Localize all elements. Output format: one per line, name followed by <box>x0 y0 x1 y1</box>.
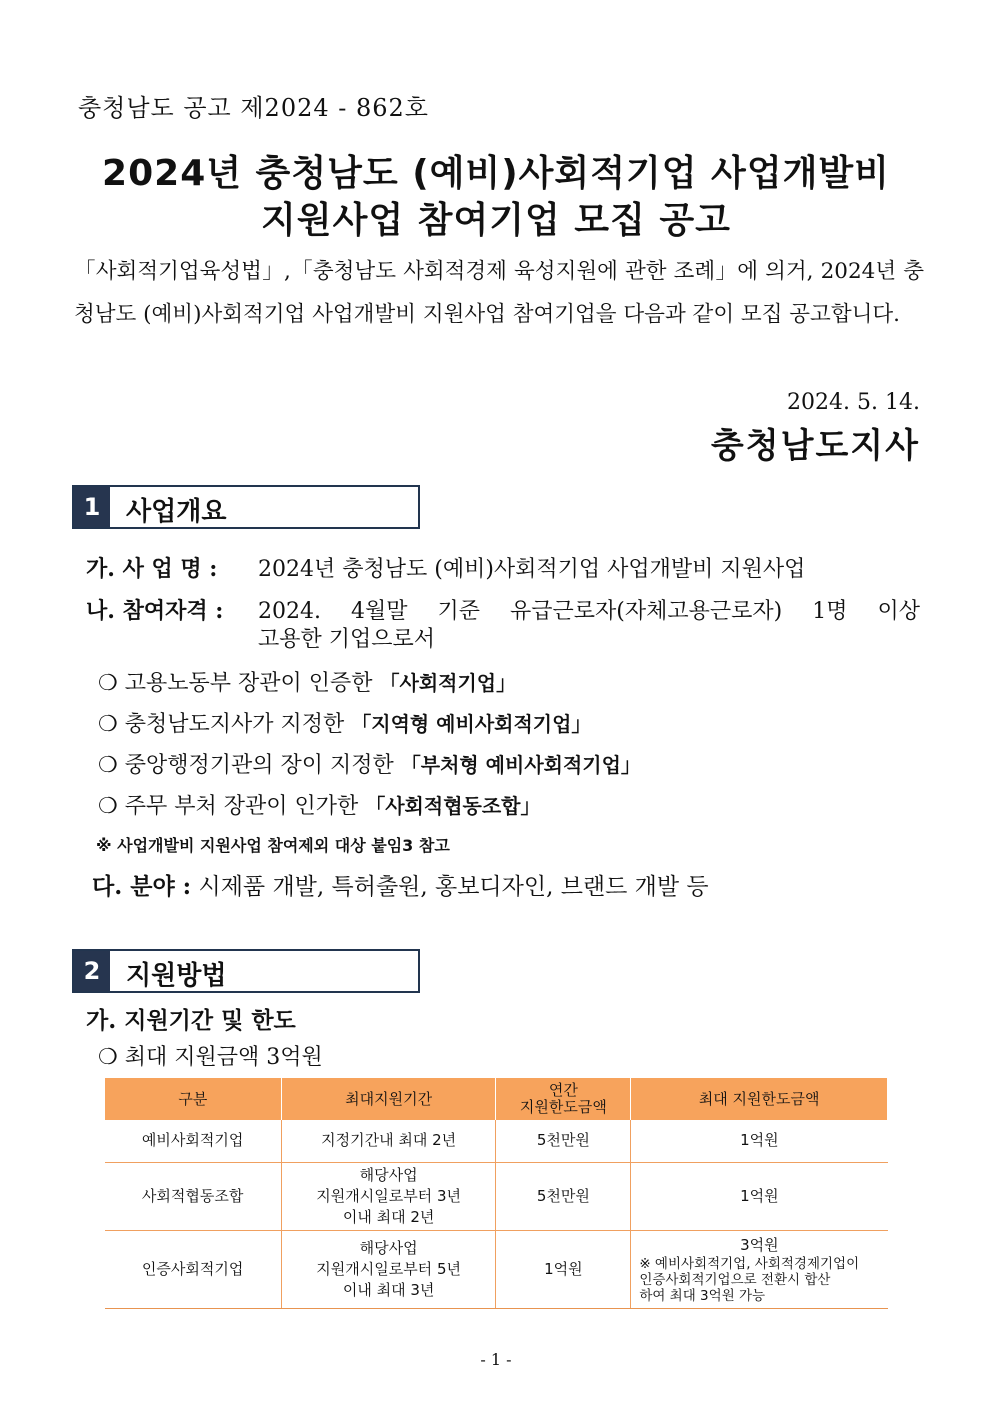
max-amount-value: 3억원 <box>740 1235 779 1254</box>
section2-header <box>72 949 420 993</box>
section2-title: 지원방법 <box>126 961 227 991</box>
table-header: 구분 <box>105 1078 282 1120</box>
support-period-heading: 가. 지원기간 및 한도 <box>86 1007 296 1034</box>
eligibility-item-emphasis: 「사회적기업」 <box>379 671 517 695</box>
bullet-circle-icon: ❍ <box>98 794 118 819</box>
max-amount-text: 최대 지원금액 3억원 <box>124 1045 323 1070</box>
page-number: - 1 - <box>480 1350 512 1369</box>
field-row <box>92 868 709 901</box>
table-cell <box>631 1230 888 1308</box>
exclusion-note: ※ 사업개발비 지원사업 참여제외 대상 붙임3 참고 <box>96 836 450 855</box>
max-amount-item <box>98 1040 323 1071</box>
qualification-value-line2: 고용한 기업으로서 <box>258 627 436 652</box>
table-cell: 5천만원 <box>496 1162 631 1230</box>
eligibility-item-emphasis: 「부처형 예비사회적기업」 <box>400 753 641 777</box>
eligibility-item <box>98 748 641 779</box>
bullet-circle-icon: ❍ <box>98 1045 118 1070</box>
issuer: 충청남도지사 <box>710 426 920 466</box>
eligibility-item-text: 주무 부처 장관이 인가한 <box>124 794 366 819</box>
table-cell: 해당사업 지원개시일로부터 5년 이내 최대 3년 <box>281 1230 496 1308</box>
notice-date: 2024. 5. 14. <box>787 390 920 415</box>
table-row <box>105 1230 888 1308</box>
qualification-label: 나. 참여자격 : <box>86 598 224 624</box>
eligibility-item-emphasis: 「사회적협동조합」 <box>365 794 541 818</box>
table-row <box>105 1120 888 1162</box>
table-header-row <box>105 1078 888 1120</box>
support-table <box>104 1078 888 1309</box>
eligibility-item-text: 고용노동부 장관이 인증한 <box>124 671 380 696</box>
section1-header <box>72 485 420 529</box>
doc-title-line1: 2024년 충청남도 (예비)사회적기업 사업개발비 <box>102 153 890 194</box>
notice-number: 충청남도 공고 제2024 - 862호 <box>78 94 429 122</box>
table-cell: 1억원 <box>631 1162 888 1230</box>
eligibility-item-text: 중앙행정기관의 장이 지정한 <box>124 753 401 778</box>
eligibility-item <box>98 707 591 738</box>
table-cell: 인증사회적기업 <box>105 1230 282 1308</box>
bullet-circle-icon: ❍ <box>98 671 118 696</box>
eligibility-item-emphasis: 「지역형 예비사회적기업」 <box>351 712 592 736</box>
section1-title: 사업개요 <box>126 497 227 527</box>
table-cell: 사회적협동조합 <box>105 1162 282 1230</box>
eligibility-item <box>98 789 540 820</box>
table-cell: 1억원 <box>631 1120 888 1162</box>
table-header: 연간 지원한도금액 <box>496 1078 631 1120</box>
field-value: 시제품 개발, 특허출원, 홍보디자인, 브랜드 개발 등 <box>191 874 709 900</box>
qualification-value-line1: 2024. 4월말 기준 유급근로자(자체고용근로자) 1명 이상 <box>258 599 920 624</box>
table-cell: 예비사회적기업 <box>105 1120 282 1162</box>
bullet-circle-icon: ❍ <box>98 712 118 737</box>
eligibility-item-text: 충청남도지사가 지정한 <box>124 712 352 737</box>
field-label: 다. 분야 : <box>92 873 192 900</box>
table-row <box>105 1162 888 1230</box>
doc-title-line2: 지원사업 참여기업 모집 공고 <box>261 200 731 241</box>
table-cell: 1억원 <box>496 1230 631 1308</box>
table-cell: 5천만원 <box>496 1120 631 1162</box>
intro-paragraph: 「사회적기업육성법」,「충청남도 사회적경제 육성지원에 관한 조례」에 의거, 2024년 충청남도 (예비)사회적기업 사업개발비 지원사업 참여기업을 다음과 같이 모집 공고합니다. <box>74 259 924 327</box>
table-cell: 지정기간내 최대 2년 <box>281 1120 496 1162</box>
project-name-value: 2024년 충청남도 (예비)사회적기업 사업개발비 지원사업 <box>258 557 806 582</box>
eligibility-item <box>98 666 516 697</box>
bullet-circle-icon: ❍ <box>98 753 118 778</box>
project-name-label: 가. 사 업 명 : <box>86 556 218 582</box>
table-header: 최대 지원한도금액 <box>631 1078 888 1120</box>
table-header: 최대지원기간 <box>281 1078 496 1120</box>
section1-number: 1 <box>74 487 110 527</box>
table-cell: 해당사업 지원개시일로부터 3년 이내 최대 2년 <box>281 1162 496 1230</box>
remark-text: ※ 예비사회적기업, 사회적경제기업이 인증사회적기업으로 전환시 합산 하여 최대 3억원 가능 <box>639 1255 860 1304</box>
section2-number: 2 <box>74 951 110 991</box>
